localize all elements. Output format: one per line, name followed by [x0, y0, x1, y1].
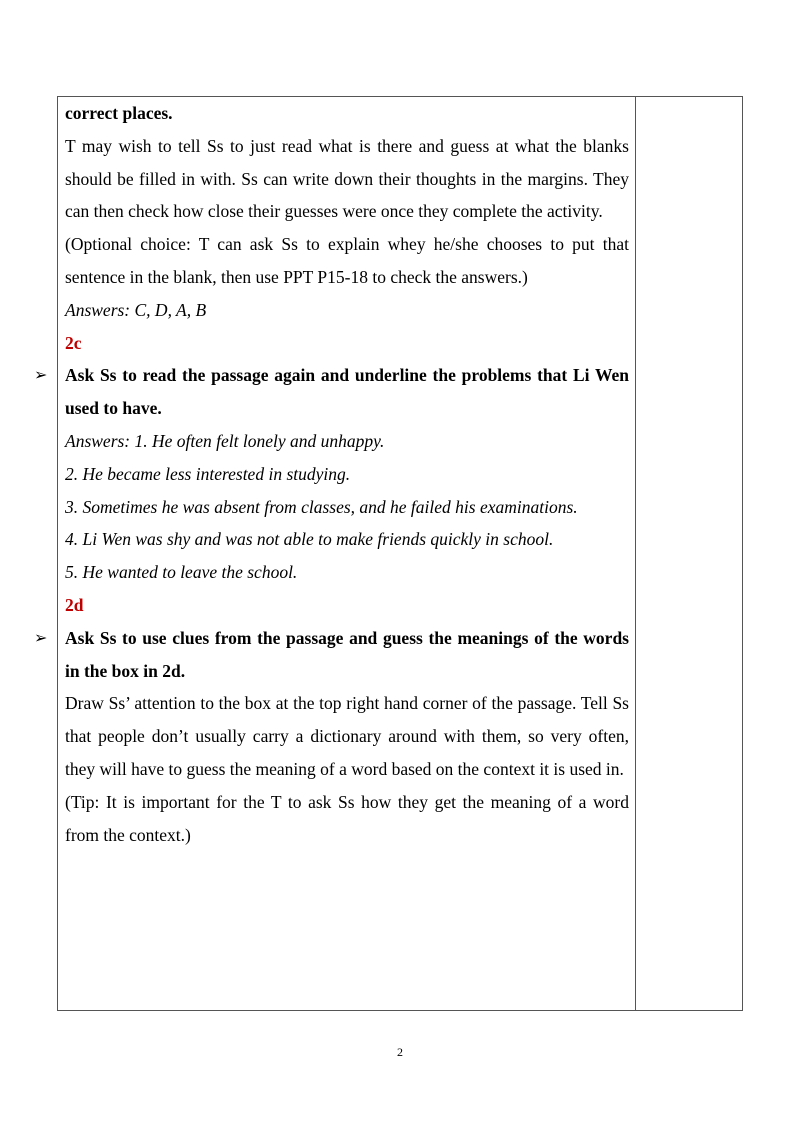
task-2c-item [34, 359, 629, 425]
intro-bold-line: correct places. [65, 103, 173, 123]
lesson-table [34, 96, 743, 1011]
heading-2c: 2c [65, 332, 82, 353]
answer-2c-4: 4. Li Wen was shy and was not able to make friends quickly in school. [65, 529, 554, 550]
heading-2d: 2d [65, 594, 84, 615]
arrow-bullet-icon: ➢ [34, 365, 48, 385]
answer-2c-1: Answers: 1. He often felt lonely and unhappy. [65, 430, 385, 451]
task-2d-item [34, 622, 629, 688]
answer-2c-2: 2. He became less interested in studying. [65, 463, 351, 484]
answer-2c-5: 5. He wanted to leave the school. [65, 562, 298, 583]
answers-2b: Answers: C, D, A, B [65, 299, 207, 320]
arrow-bullet-icon: ➢ [34, 627, 48, 647]
procedure-cell [34, 97, 629, 851]
page-number: 2 [397, 1045, 403, 1059]
task-2d-text: Ask Ss to use clues from the passage and guess the meanings of the words in the box in 2d. [65, 627, 629, 681]
column-divider [635, 97, 636, 1010]
paragraph-guess-blanks: T may wish to tell Ss to just read what is there and guess at what the blanks should be filled in with. Ss can write down their thoughts in the margins. They can then check how close their guesses were once they complete the activity. [65, 135, 629, 222]
task-2c-text: Ask Ss to read the passage again and underline the problems that Li Wen used to have. [65, 365, 629, 419]
paragraph-dictionary: Draw Ss’ attention to the box at the top right hand corner of the passage. Tell Ss that people don’t usually carry a dictionary around with them, so very often, they will have to guess the meaning of a word based on the context it is used in. [65, 693, 629, 779]
paragraph-optional-choice: (Optional choice: T can ask Ss to explain whey he/she chooses to put that sentence in the blank, then use PPT P15-18 to check the answers.) [65, 234, 629, 287]
answer-2c-3: 3. Sometimes he was absent from classes, and he failed his examinations. [65, 496, 578, 517]
paragraph-tip: (Tip: It is important for the T to ask Ss how they get the meaning of a word from the context.) [65, 791, 629, 845]
